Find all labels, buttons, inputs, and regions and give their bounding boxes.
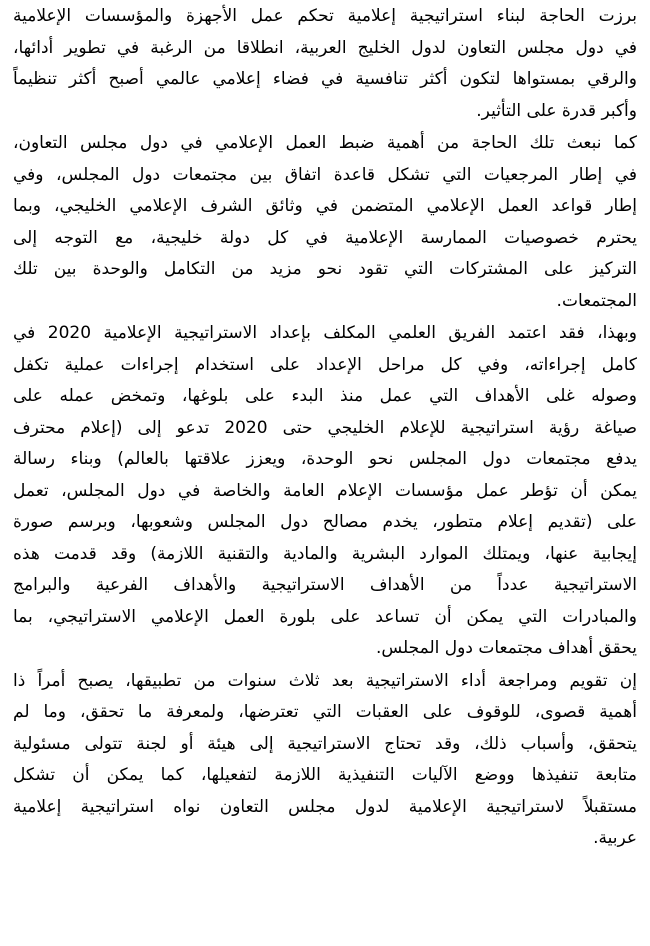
text-line: وبهذا، فقد اعتمد الفريق العلمي المكلف بإعداد الاستراتيجية الإعلامية 2020 في: [13, 323, 637, 343]
text-line: يحقق أهداف مجتمعات دول المجلس.: [375, 638, 637, 658]
text-line: التركيز على المشتركات التي تقود نحو مزيد من التكامل والوحدة بين تلك: [13, 259, 637, 279]
text-line: يحترم خصوصيات الممارسة الإعلامية في كل دولة خليجية، مع التوجه إلى: [13, 227, 637, 248]
paragraph-4: [13, 665, 637, 855]
text-line: يمكن أن تؤطر عمل مؤسسات الإعلام العامة والخاصة في دول المجلس، تعمل: [13, 480, 637, 501]
text-line: أهمية قصوى، للوقوف على العقبات التي تعترضها، ولمعرفة ما تحقق، وما لم: [13, 702, 637, 722]
text-line: صياغة رؤية استراتيجية للإعلام الخليجي حتى 2020 تدعو إلى (إعلام محترف: [13, 417, 637, 438]
paragraph-2: [13, 127, 637, 317]
text-line: الاستراتيجية عدداً من الأهداف الاستراتيجية والأهداف الفرعية والبرامج: [13, 575, 637, 595]
text-line: كامل إجراءاته، وفي كل مراحل الإعداد على استخدام إجراءات عملية تكفل: [13, 354, 637, 375]
text-line: إطار قواعد العمل الإعلامي المتضمن في وثائق الشرف الإعلامي الخليجي، وبما: [13, 196, 637, 216]
text-line: إيجابية عنها، ويمتلك الموارد البشرية والمادية والتقنية اللازمة) وقد قدمت هذه: [13, 543, 637, 564]
text-line: إن تقويم ومراجعة أداء الاستراتيجية بعد ثلاث سنوات من تطبيقها، يصبح أمراً ذا: [13, 670, 637, 691]
document-page: [13, 0, 637, 855]
text-line: مستقبلاً لاستراتيجية الإعلامية لدول مجلس التعاون نواه استراتيجية إعلامية: [13, 796, 637, 817]
text-line: يدفع مجتمعات دول المجلس نحو الوحدة، ويعزز علاقتها بالعالم) وبناء رسالة: [13, 449, 637, 469]
text-line: برزت الحاجة لبناء استراتيجية إعلامية تحكم عمل الأجهزة والمؤسسات الإعلامية: [13, 6, 637, 26]
text-line: وصوله غلى الأهداف التي عمل منذ البدء على بلوغها، وتمخض عمله على: [13, 386, 637, 406]
text-line: متابعة تنفيذها ووضع الآليات التنفيذية اللازمة لتفعيلها، كما يمكن أن تشكل: [13, 765, 637, 785]
text-line: في إطار المرجعيات التي تشكل قاعدة اتفاق بين مجتمعات دول المجلس، وفي: [13, 164, 637, 185]
text-line: على (تقديم إعلام متطور، يخدم مصالح دول المجلس وشعوبها، وبرسم صورة: [13, 512, 637, 532]
paragraph-3: [13, 317, 637, 665]
text-line: المجتمعات.: [556, 290, 637, 311]
text-line: وأكبر قدرة على التأثير.: [476, 100, 637, 121]
paragraph-1: [13, 0, 637, 127]
text-line: والرقي بمستواها لتكون أكثر تنافسية في فضاء إعلامي عالمي أصبح أكثر تنظيماً: [13, 69, 637, 89]
text-line: كما نبعث تلك الحاجة من أهمية ضبط العمل الإعلامي في دول مجلس التعاون،: [13, 133, 637, 153]
text-line: عربية.: [593, 828, 637, 848]
text-line: يتحقق، وأسباب ذلك، وقد تحتاج الاستراتيجية إلى هيئة أو لجنة تتولى مسئولية: [13, 733, 637, 754]
text-line: في دول مجلس التعاون لدول الخليج العربية، انطلاقا من الرغبة في تطوير أدائها،: [13, 37, 637, 58]
text-line: والمبادرات التي يمكن أن تساعد على بلورة العمل الإعلامي الاستراتيجي، بما: [13, 606, 637, 627]
